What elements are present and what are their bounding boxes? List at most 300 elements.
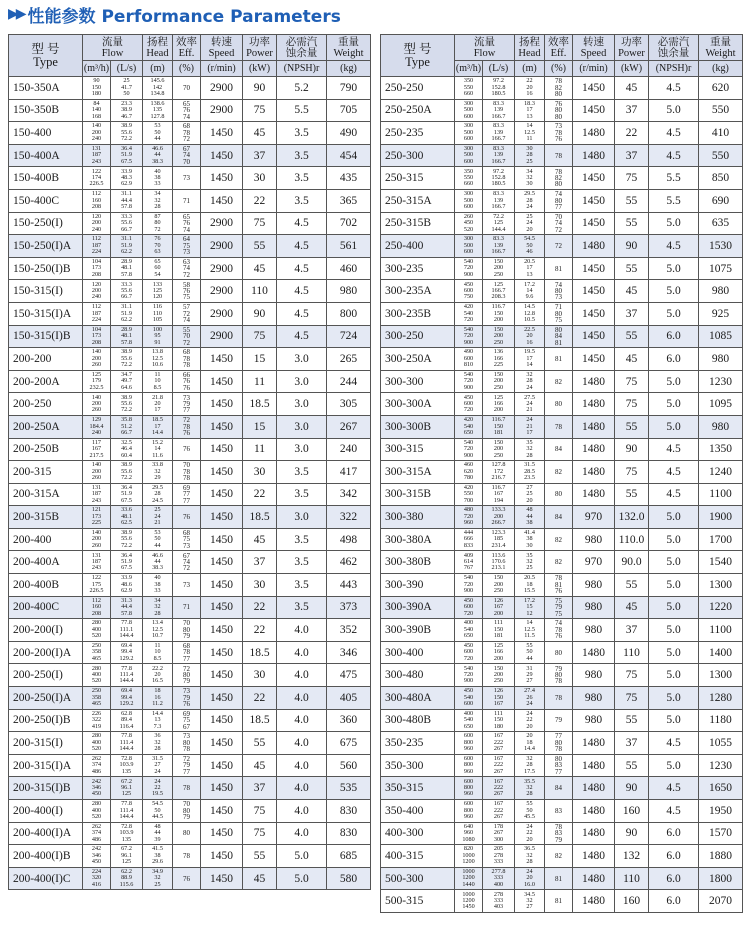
value-line: 166.7	[491, 112, 506, 120]
weight-cell: 1240	[699, 461, 743, 484]
power-cell: 90	[243, 77, 277, 100]
power-cell: 55	[615, 325, 649, 348]
value-line: 25	[526, 490, 533, 498]
npsh-cell: 3.5	[277, 189, 327, 212]
model-cell: 300-380A	[381, 528, 455, 551]
value-line: 17	[154, 422, 161, 430]
flow-m3h-cell	[455, 325, 483, 348]
value-line: 14	[526, 361, 533, 369]
flow-ls-cell	[483, 280, 515, 303]
value-line: 267	[493, 829, 504, 837]
value-line: 38.3	[152, 157, 163, 165]
model-cell: 200-250	[9, 393, 83, 416]
value-line: 38	[526, 535, 533, 543]
model-cell: 300-235B	[381, 302, 455, 325]
value-line: 116	[152, 303, 163, 311]
speed-cell: 1450	[201, 528, 243, 551]
model-cell: 400-300	[381, 822, 455, 845]
npsh-cell: 5.0	[649, 415, 699, 438]
value-line: 36.5	[524, 845, 535, 853]
model-cell: 150-400C	[9, 189, 83, 212]
value-line: 540	[463, 422, 474, 430]
npsh-cell: 4.5	[277, 302, 327, 325]
value-line: 17	[526, 106, 533, 114]
head-cell	[515, 574, 545, 597]
value-line: 48.1	[121, 512, 132, 520]
eff-cell: 84	[545, 777, 573, 800]
value-line: 166	[493, 354, 504, 362]
flow-m3h-cell	[83, 77, 111, 100]
value-line: 64.6	[121, 383, 132, 391]
npsh-unit: (NPSH)r	[649, 61, 699, 77]
flow-m3h-cell	[455, 438, 483, 461]
value-line: 266.7	[491, 519, 506, 527]
table-row	[9, 867, 371, 890]
value-line: 150	[493, 693, 504, 701]
head-cell	[515, 596, 545, 619]
power-cell: 90	[615, 777, 649, 800]
power-cell: 55	[243, 845, 277, 868]
speed-cell: 1450	[201, 754, 243, 777]
head-cell	[143, 77, 173, 100]
table-row	[9, 687, 371, 710]
value-line: 320	[91, 874, 102, 882]
head-cell	[515, 99, 545, 122]
value-line: 44.4	[121, 603, 132, 611]
npsh-cell: 5.5	[277, 99, 327, 122]
weight-cell: 265	[327, 348, 371, 371]
value-line: 720	[463, 332, 474, 340]
table-row	[381, 483, 743, 506]
power-cell: 22	[243, 483, 277, 506]
value-line: 180.5	[491, 180, 506, 188]
value-line: 150	[493, 325, 504, 333]
value-line: 28	[154, 609, 161, 617]
eff-cell: 66 76 76	[173, 370, 201, 393]
speed-cell: 1450	[201, 777, 243, 800]
value-line: 20.5	[524, 257, 535, 265]
speed-cell: 1480	[573, 845, 615, 868]
weight-cell: 724	[327, 325, 371, 348]
weight-cell: 580	[327, 867, 371, 890]
value-line: 127.8	[491, 461, 506, 469]
eff-cell: 70 74 72	[545, 212, 573, 235]
flow-m3h-cell	[455, 574, 483, 597]
value-line: 116.7	[491, 416, 506, 424]
flow-m3h-cell	[455, 822, 483, 845]
value-line: 166	[493, 648, 504, 656]
value-line: 125	[493, 219, 504, 227]
value-line: 83.3	[493, 235, 504, 243]
table-row	[9, 483, 371, 506]
value-line: 99.4	[121, 693, 132, 701]
value-line: 420	[463, 483, 474, 491]
value-line: 54	[154, 270, 161, 278]
value-line: 105	[152, 315, 163, 323]
flow-ls-cell	[483, 664, 515, 687]
value-line: 31.1	[121, 190, 132, 198]
value-line: 20	[526, 722, 533, 730]
eff-cell: 82	[545, 528, 573, 551]
value-line: 48.3	[121, 173, 132, 181]
head-cell	[515, 280, 545, 303]
table-row	[9, 212, 371, 235]
value-line: 15.5	[524, 587, 535, 595]
value-line: 32	[526, 370, 533, 378]
value-line: 900	[463, 270, 474, 278]
npsh-cell: 4.0	[277, 664, 327, 687]
head-cell	[143, 822, 173, 845]
value-line: 267	[493, 745, 504, 753]
model-cell: 200-400(I)C	[9, 867, 83, 890]
model-cell: 300-300B	[381, 415, 455, 438]
npsh-cell: 4.0	[277, 709, 327, 732]
value-line: 13	[154, 716, 161, 724]
value-line: 300	[463, 235, 474, 243]
eff-cell: 80	[545, 483, 573, 506]
value-line: 84	[93, 99, 100, 107]
value-line: 460	[463, 461, 474, 469]
value-line: 125	[493, 393, 504, 401]
head-cell	[143, 754, 173, 777]
model-cell: 300-480A	[381, 687, 455, 710]
flow-ls-cell	[111, 619, 143, 642]
eff-cell: 68 78 77	[173, 641, 201, 664]
power-cell: 55	[615, 754, 649, 777]
value-line: 129.2	[119, 654, 134, 662]
value-line: 50	[526, 241, 533, 249]
value-line: 250	[493, 270, 504, 278]
flow-ls-cell	[111, 574, 143, 597]
flow-m3h-cell	[455, 777, 483, 800]
head-cell	[143, 506, 173, 529]
value-line: 140	[91, 348, 102, 356]
flow-ls-cell	[483, 461, 515, 484]
value-line: 226	[91, 709, 102, 717]
value-line: 600	[463, 732, 474, 740]
value-line: 17.5	[524, 767, 535, 775]
weight-cell: 830	[327, 822, 371, 845]
power-cell: 132	[615, 845, 649, 868]
value-line: 187	[91, 241, 102, 249]
value-line: 150	[493, 625, 504, 633]
weight-cell: 498	[327, 528, 371, 551]
eff-cell: 71	[173, 596, 201, 619]
flow-ls-cell	[111, 596, 143, 619]
power-cell: 75	[615, 370, 649, 393]
flow-ls-cell	[111, 664, 143, 687]
head-cell	[515, 122, 545, 145]
weight-cell: 1075	[699, 257, 743, 280]
speed-cell: 1480	[573, 867, 615, 890]
value-line: 767	[463, 564, 474, 572]
flow-ls-cell	[111, 415, 143, 438]
value-line: 60.4	[121, 451, 132, 459]
value-line: 12.5	[524, 625, 535, 633]
weight-cell: 373	[327, 596, 371, 619]
flow-unit-m3h: (m³/h)	[455, 61, 483, 77]
value-line: 208	[91, 202, 102, 210]
value-line: 111.1	[119, 625, 134, 633]
head-cell	[143, 99, 173, 122]
value-line: 960	[463, 767, 474, 775]
power-cell: 55	[615, 709, 649, 732]
flow-m3h-cell	[83, 619, 111, 642]
value-line: 17	[526, 264, 533, 272]
eff-cell: 77 80 78	[545, 732, 573, 755]
page-header	[8, 2, 341, 26]
value-line: 300	[493, 835, 504, 843]
value-line: 97.2	[493, 167, 504, 175]
npsh-cell: 4.5	[649, 235, 699, 258]
eff-cell: 84	[545, 438, 573, 461]
table-row	[381, 506, 743, 529]
npsh-cell: 3.0	[277, 506, 327, 529]
flow-ls-cell	[483, 777, 515, 800]
npsh-cell: 5.0	[649, 664, 699, 687]
value-line: 35.5	[524, 777, 535, 785]
model-cell: 350-235	[381, 732, 455, 755]
flow-unit-m3h: (m³/h)	[83, 61, 111, 77]
model-cell: 150-350B	[9, 99, 83, 122]
value-line: 30	[526, 180, 533, 188]
value-line: 403	[493, 903, 504, 911]
value-line: 20.5	[524, 574, 535, 582]
power-cell: 37	[615, 619, 649, 642]
value-line: 112	[91, 190, 102, 198]
head-cell	[143, 461, 173, 484]
weight-unit: (kg)	[327, 61, 371, 77]
speed-cell: 980	[573, 709, 615, 732]
value-line: 420	[463, 303, 474, 311]
value-line: 126	[493, 596, 504, 604]
speed-cell: 2900	[201, 257, 243, 280]
eff-cell: 73	[173, 574, 201, 597]
npsh-cell: 6.0	[649, 890, 699, 913]
flow-m3h-cell	[83, 280, 111, 303]
value-line: 54.5	[524, 235, 535, 243]
flow-ls-cell	[483, 551, 515, 574]
value-line: 34.9	[152, 867, 163, 875]
model-cell: 500-300	[381, 867, 455, 890]
eff-cell: 82	[545, 845, 573, 868]
table-row	[381, 528, 743, 551]
speed-cell: 1450	[201, 619, 243, 642]
weight-cell: 1650	[699, 777, 743, 800]
weight-cell: 1095	[699, 393, 743, 416]
value-line: 810	[463, 361, 474, 369]
head-cell	[515, 257, 545, 280]
value-line: 51.9	[121, 490, 132, 498]
value-line: 300	[463, 190, 474, 198]
power-header: 功率 Power	[615, 35, 649, 61]
flow-m3h-cell	[455, 370, 483, 393]
value-line: 260	[91, 474, 102, 482]
model-cell: 350-315	[381, 777, 455, 800]
value-line: 24	[526, 383, 533, 391]
npsh-cell: 4.0	[277, 777, 327, 800]
value-line: 60	[154, 264, 161, 272]
value-line: 400	[91, 738, 102, 746]
value-line: 16	[154, 693, 161, 701]
value-line: 31	[526, 664, 533, 672]
value-line: 167	[493, 732, 504, 740]
flow-m3h-cell	[455, 99, 483, 122]
value-line: 222	[493, 806, 504, 814]
speed-cell: 1450	[573, 212, 615, 235]
model-cell: 250-400	[381, 235, 455, 258]
value-line: 104	[91, 257, 102, 265]
value-line: 32	[526, 784, 533, 791]
weight-cell: 980	[699, 415, 743, 438]
flow-m3h-cell	[83, 370, 111, 393]
eff-cell: 58 76 75	[173, 280, 201, 303]
model-cell: 250-315A	[381, 189, 455, 212]
head-cell	[515, 800, 545, 823]
power-cell: 75	[243, 822, 277, 845]
flow-m3h-cell	[455, 77, 483, 100]
value-line: 50	[526, 648, 533, 656]
value-line: 51.9	[121, 151, 132, 159]
value-line: 1200	[462, 896, 475, 904]
value-line: 66.7	[121, 428, 132, 436]
value-line: 25	[154, 506, 161, 514]
value-line: 33.8	[152, 461, 163, 469]
value-line: 150	[493, 370, 504, 378]
value-line: 205	[493, 845, 504, 853]
value-line: 374	[91, 761, 102, 769]
value-line: 11	[526, 135, 533, 143]
npsh-cell: 3.5	[277, 551, 327, 574]
value-line: 44	[154, 541, 161, 549]
value-line: 900	[463, 338, 474, 346]
value-line: 450	[463, 642, 474, 650]
power-cell: 45	[615, 77, 649, 100]
value-line: 240	[91, 293, 102, 301]
eff-cell: 65 76 74	[173, 99, 201, 122]
type-header: 型 号 Type	[9, 35, 83, 77]
table-row	[381, 800, 743, 823]
weight-cell: 800	[327, 302, 371, 325]
value-line: 660	[463, 90, 474, 97]
power-header: 功率 Power	[243, 35, 277, 61]
value-line: 53	[154, 529, 161, 537]
value-line: 144.4	[119, 813, 134, 820]
value-line: 100	[152, 325, 163, 333]
weight-cell: 830	[327, 800, 371, 823]
weight-cell: 620	[699, 77, 743, 100]
value-line: 450	[91, 858, 102, 866]
npsh-cell: 5.0	[649, 596, 699, 619]
value-line: 14	[526, 619, 533, 627]
speed-cell: 980	[573, 574, 615, 597]
value-line: 17	[526, 354, 533, 362]
npsh-unit: (NPSH)r	[277, 61, 327, 77]
head-cell	[143, 212, 173, 235]
npsh-cell: 3.0	[277, 370, 327, 393]
npsh-cell: 3.0	[277, 415, 327, 438]
value-line: 32	[526, 896, 533, 904]
value-line: 21	[154, 519, 161, 527]
value-line: 90	[93, 77, 100, 85]
eff-cell: 78	[545, 687, 573, 710]
flow-ls-cell	[111, 438, 143, 461]
head-cell	[143, 777, 173, 800]
flow-ls-cell	[483, 257, 515, 280]
table-row	[381, 325, 743, 348]
power-cell: 75	[243, 325, 277, 348]
head-cell	[143, 302, 173, 325]
speed-cell: 1480	[573, 483, 615, 506]
speed-cell: 980	[573, 664, 615, 687]
value-line: 144.4	[119, 677, 134, 685]
value-line: 450	[463, 219, 474, 227]
value-line: 22	[526, 77, 533, 85]
table-row	[381, 393, 743, 416]
speed-cell: 1450	[573, 325, 615, 348]
value-line: 125	[493, 642, 504, 650]
power-unit: (kW)	[615, 61, 649, 77]
flow-ls-cell	[483, 528, 515, 551]
eff-cell: 64 75 73	[173, 235, 201, 258]
speed-cell: 1480	[573, 754, 615, 777]
value-line: 300	[463, 99, 474, 107]
value-line: 29	[526, 671, 533, 679]
power-cell: 110	[615, 641, 649, 664]
model-cell: 200-400(I)B	[9, 845, 83, 868]
value-line: 40	[154, 574, 161, 582]
value-line: 28.5	[524, 467, 535, 475]
value-line: 960	[463, 745, 474, 753]
npsh-cell: 4.5	[277, 235, 327, 258]
power-cell: 45	[243, 528, 277, 551]
eff-cell: 69 77 77	[173, 483, 201, 506]
value-line: 67.5	[121, 157, 132, 165]
flow-m3h-cell	[455, 189, 483, 212]
speed-cell: 1480	[573, 235, 615, 258]
value-line: 167	[493, 755, 504, 762]
speed-cell: 1450	[201, 687, 243, 710]
weight-cell: 1055	[699, 732, 743, 755]
value-line: 139	[493, 151, 504, 159]
value-line: 520	[91, 632, 102, 640]
npsh-cell: 6.0	[649, 348, 699, 371]
weight-cell: 240	[327, 438, 371, 461]
table-row	[381, 754, 743, 777]
model-cell: 250-235	[381, 122, 455, 145]
speed-cell: 1450	[201, 800, 243, 823]
value-line: 50	[123, 90, 130, 97]
value-line: 267	[493, 767, 504, 775]
power-cell: 15	[243, 348, 277, 371]
power-cell: 18.5	[243, 393, 277, 416]
power-cell: 45	[615, 280, 649, 303]
value-line: 243	[91, 157, 102, 165]
power-cell: 37	[615, 302, 649, 325]
value-line: 62.5	[121, 519, 132, 527]
value-line: 67.2	[121, 777, 132, 785]
value-line: 54.5	[152, 800, 163, 808]
value-line: 262	[91, 755, 102, 762]
value-line: 250	[493, 383, 504, 391]
value-line: 120	[91, 212, 102, 220]
value-line: 267	[493, 790, 504, 798]
value-line: 50	[154, 535, 161, 543]
value-line: 520	[463, 225, 474, 233]
speed-cell: 1480	[573, 393, 615, 416]
flow-m3h-cell	[83, 99, 111, 122]
value-line: 17.2	[524, 596, 535, 604]
